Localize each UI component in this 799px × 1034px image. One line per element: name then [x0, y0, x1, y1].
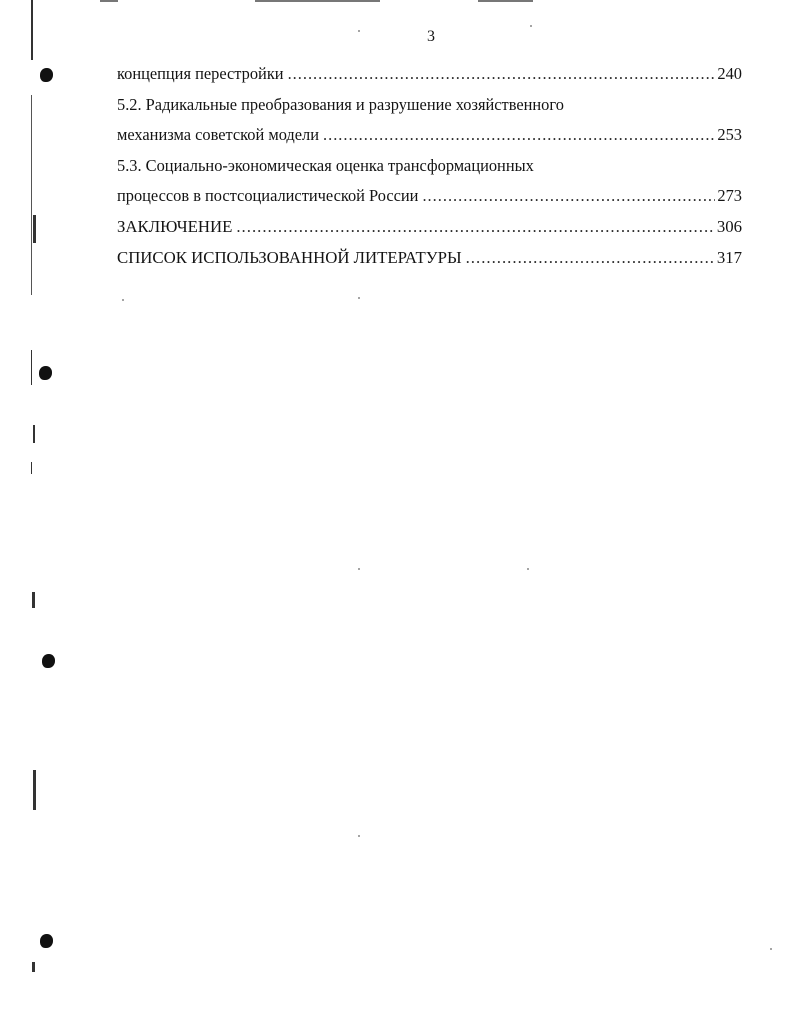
- toc-entry-page: 253: [717, 125, 742, 145]
- scan-edge-mark: [255, 0, 380, 2]
- scan-speck: [122, 299, 124, 301]
- binding-edge-line: [31, 350, 32, 385]
- dot-leader: [422, 186, 715, 206]
- scan-speck: [527, 568, 529, 570]
- page-number: 3: [427, 28, 435, 45]
- toc-entry-title: процессов в постсоциалистической России: [117, 186, 419, 206]
- toc-entry-page: 273: [717, 186, 742, 206]
- scan-speck: [358, 835, 360, 837]
- binding-edge-line: [32, 962, 35, 972]
- toc-entry-title: СПИСОК ИСПОЛЬЗОВАННОЙ ЛИТЕРАТУРЫ: [117, 247, 462, 267]
- toc-entry-page: 306: [716, 216, 742, 236]
- toc-entry-page: 240: [717, 64, 742, 83]
- table-of-contents: [117, 64, 742, 278]
- punch-hole: [39, 366, 52, 380]
- dot-leader: [288, 64, 716, 84]
- toc-entry: [117, 217, 742, 248]
- toc-entry: [117, 248, 742, 279]
- toc-entry: [117, 156, 742, 187]
- toc-entry: [117, 95, 742, 126]
- toc-entry-title: механизма советской модели: [117, 125, 319, 145]
- scan-speck: [770, 948, 772, 950]
- binding-edge-line: [32, 592, 35, 608]
- scan-edge-mark: [478, 0, 533, 2]
- dot-leader: [236, 217, 714, 237]
- binding-edge-line: [31, 95, 32, 295]
- toc-entry-page: 317: [716, 247, 742, 267]
- toc-entry: [117, 64, 742, 95]
- toc-entry-title: 5.2. Радикальные преобразования и разрушение хозяйственного: [117, 94, 564, 114]
- toc-entry-title: концепция перестройки: [117, 64, 284, 83]
- scan-speck: [358, 568, 360, 570]
- binding-edge-line: [31, 462, 32, 474]
- binding-edge-line: [33, 770, 36, 810]
- dot-leader: [323, 125, 715, 145]
- punch-hole: [40, 68, 53, 82]
- scan-speck: [358, 30, 360, 32]
- binding-edge-line: [33, 425, 35, 443]
- toc-entry-title: 5.3. Социально-экономическая оценка трансформационных: [117, 155, 534, 175]
- toc-entry: [117, 186, 742, 217]
- binding-edge-line: [31, 0, 33, 60]
- punch-hole: [42, 654, 55, 668]
- toc-entry-title: ЗАКЛЮЧЕНИЕ: [117, 216, 233, 236]
- scan-edge-mark: [100, 0, 118, 2]
- toc-entry: [117, 125, 742, 156]
- binding-edge-line: [33, 215, 36, 243]
- dot-leader: [466, 248, 715, 268]
- scan-speck: [530, 25, 532, 27]
- scan-speck: [358, 297, 360, 299]
- punch-hole: [40, 934, 53, 948]
